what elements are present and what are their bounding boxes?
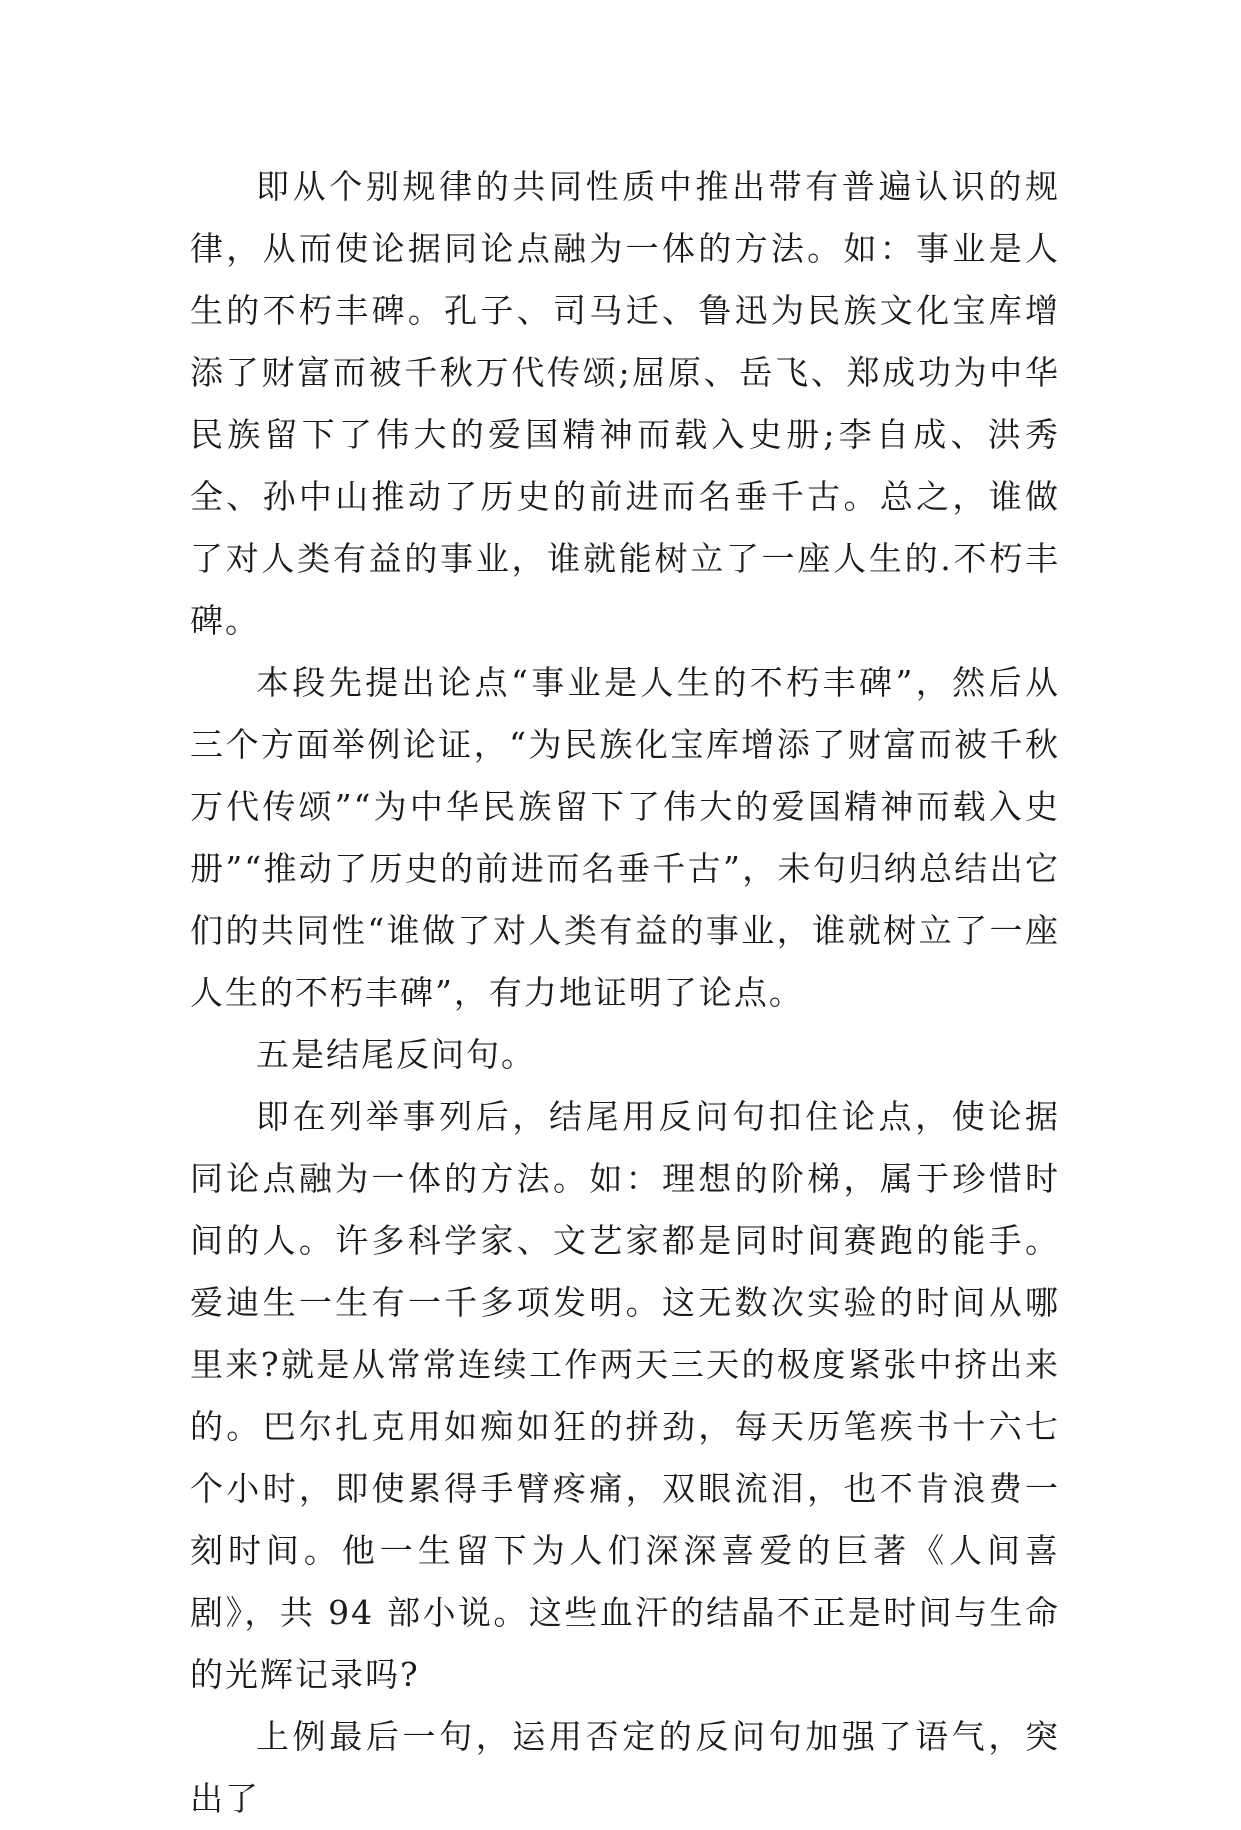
- paragraph-conclusion-start: 上例最后一句，运用否定的反问句加强了语气，突出了: [190, 1717, 1060, 1818]
- paragraph-rhetorical-example: 即在列举事列后，结尾用反问句扣住论点，使论据同论点融为一体的方法。如：理想的阶梯，属于珍惜时间的人。许多科学家、文艺家都是同时间赛跑的能手。爱迪生一生有一千多项发明。这无数次实验的时间从哪里来?就是从常常连续工作两天三天的极度紧张中挤出来的。巴尔扎克用如痴如狂的拼劲，每天历笔疾书十六七个小时，即使累得手臂疼痛，双眼流泪，也不肯浪费一刻时间。他一生留下为人们深深喜爱的巨著《人间喜剧》，共 94 部小说。这些血汗的结晶不正是时间与生命的光辉记录吗?: [190, 1097, 1060, 1694]
- paragraph-inductive-example: 即从个别规律的共同性质中推出带有普遍认识的规律，从而使论据同论点融为一体的方法。如：事业是人生的不朽丰碑。孔子、司马迁、鲁迅为民族文化宝库增添了财富而被千秋万代传颂;屈原、岳飞、郑成功为中华民族留下了伟大的爱国精神而载入史册;李自成、洪秀全、孙中山推动了历史的前进而名垂千古。总之，谁做了对人类有益的事业，谁就能树立了一座人生的.不朽丰碑。: [190, 167, 1060, 640]
- paragraph-analysis: 本段先提出论点“事业是人生的不朽丰碑”，然后从三个方面举例论证，“为民族化宝库增添了财富而被千秋万代传颂”“为中华民族留下了伟大的爱国精神而载入史册”“推动了历史的前进而名垂千古”，未句归纳总结出它们的共同性“谁做了对人类有益的事业，谁就树立了一座人生的不朽丰碑”，有力地证明了论点。: [190, 663, 1060, 1012]
- body-text: [190, 156, 1060, 1830]
- section-heading-rhetorical-question: 五是结尾反问句。: [256, 1035, 536, 1074]
